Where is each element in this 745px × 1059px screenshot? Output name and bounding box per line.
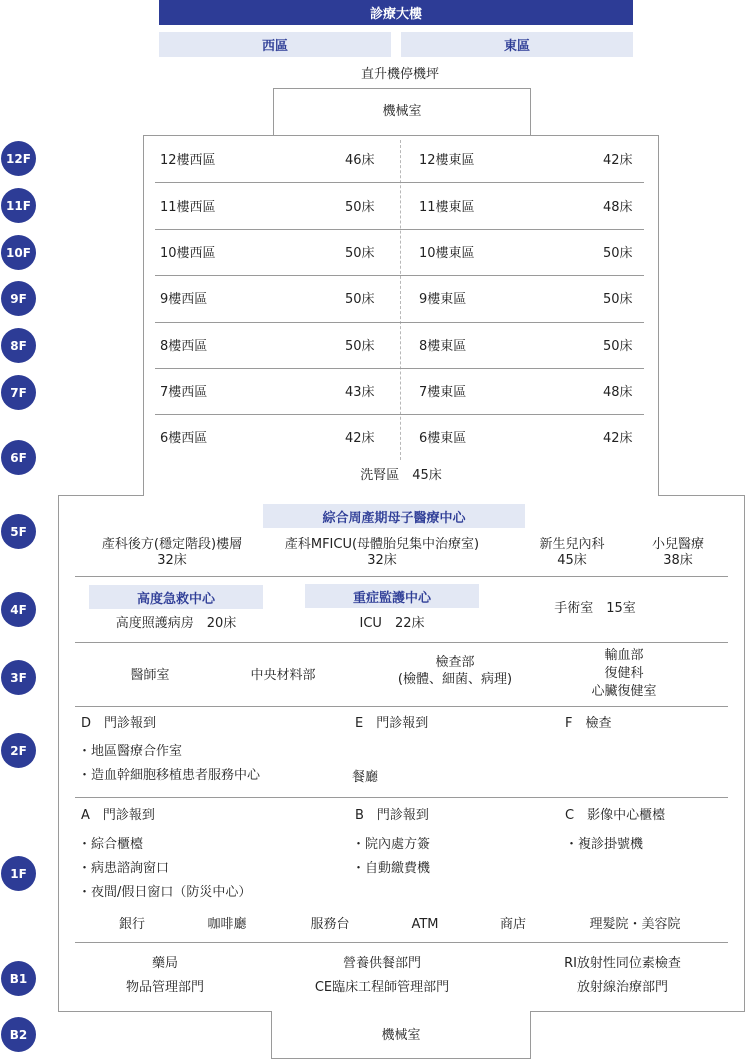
floor-divider-5f (75, 576, 728, 577)
f5-obstetric-ward: 產科後方(穩定階段)樓層 (101, 537, 243, 552)
floor-badge-11f: 11F (1, 188, 36, 223)
f1-patient-consult: ・病患諮詢窗口 (78, 861, 170, 876)
tower-divider (400, 140, 401, 460)
ward-10-west-beds: 50床 (345, 246, 375, 261)
f5-pediatrics-beds: 38床 (663, 553, 693, 568)
floor-badge-7f: 7F (1, 375, 36, 410)
f1-checkin-b: B 門診報到 (355, 808, 429, 823)
floor-badge-4f: 4F (1, 592, 36, 627)
f3-lab: 檢查部 (435, 655, 475, 670)
row-divider (155, 229, 644, 230)
floor-badge-1f: 1F (1, 856, 36, 891)
f2-checkin-e: E 門診報到 (355, 716, 429, 731)
floor-badge-b1: B1 (1, 961, 36, 996)
b1-pharmacy: 藥局 (151, 956, 178, 971)
f3-central-supply: 中央材料部 (250, 668, 316, 683)
machine-room-top-label: 機械室 (382, 104, 422, 119)
f1-prescription: ・院內處方簽 (352, 837, 431, 852)
f3-rehabilitation: 復健科 (604, 666, 644, 681)
floor-divider-3f (75, 706, 728, 707)
f1-general-counter: ・綜合櫃檯 (78, 837, 144, 852)
emergency-center-header: 高度急救中心 (89, 585, 263, 609)
row-divider (155, 182, 644, 183)
f1-cafe: 咖啡廳 (207, 917, 247, 932)
f5-pediatrics: 小兒醫療 (651, 537, 704, 552)
upper-tower (143, 135, 659, 497)
f5-neonatal-beds: 45床 (557, 553, 587, 568)
f1-night-holiday: ・夜間/假日窗口（防災中心） (78, 885, 252, 900)
ward-9-east: 9樓東區 (419, 292, 467, 307)
f1-bank: 銀行 (118, 917, 145, 932)
floor-divider-4f (75, 642, 728, 643)
icu-center-header: 重症監護中心 (305, 584, 479, 608)
machine-room-bottom-label: 機械室 (381, 1028, 421, 1043)
ward-9-east-beds: 50床 (603, 292, 633, 307)
f1-auto-payment: ・自動繳費機 (352, 861, 431, 876)
perinatal-center-header: 綜合周產期母子醫療中心 (263, 504, 525, 528)
floor-divider-1f (75, 942, 728, 943)
f1-atm: ATM (411, 917, 439, 932)
ward-8-east: 8樓東區 (419, 339, 467, 354)
f1-imaging-counter-c: C 影像中心櫃檯 (565, 808, 666, 823)
ward-9-west: 9樓西區 (160, 292, 208, 307)
floor-badge-12f: 12F (1, 141, 36, 176)
f3-lab-detail: (檢體、細菌、病理) (397, 672, 513, 687)
f2-restaurant: 餐廳 (352, 770, 379, 785)
dialysis-area: 洗腎區 45床 (360, 468, 442, 483)
tower-join (144, 494, 658, 497)
f3-doctors-room: 醫師室 (130, 668, 170, 683)
ward-6-west-beds: 42床 (345, 431, 375, 446)
f2-regional-cooperation: ・地區醫療合作室 (78, 744, 183, 759)
f2-checkin-d: D 門診報到 (81, 716, 157, 731)
building-title: 診療大樓 (159, 0, 633, 25)
ward-8-east-beds: 50床 (603, 339, 633, 354)
f1-barber-beauty: 理髮院・美容院 (589, 917, 681, 932)
ward-6-east-beds: 42床 (603, 431, 633, 446)
ward-6-west: 6樓西區 (160, 431, 208, 446)
ward-12-west-beds: 46床 (345, 153, 375, 168)
b1-ri-exam: RI放射性同位素檢查 (564, 956, 681, 971)
floor-badge-9f: 9F (1, 281, 36, 316)
row-divider (155, 322, 644, 323)
ward-11-west-beds: 50床 (345, 200, 375, 215)
f1-service-desk: 服務台 (310, 917, 350, 932)
ward-7-east-beds: 48床 (603, 385, 633, 400)
ward-7-west-beds: 43床 (345, 385, 375, 400)
floor-badge-6f: 6F (1, 440, 36, 475)
ward-7-east: 7樓東區 (419, 385, 467, 400)
ward-10-east: 10樓東區 (419, 246, 475, 261)
ward-8-west-beds: 50床 (345, 339, 375, 354)
floor-badge-3f: 3F (1, 660, 36, 695)
f4-high-care-ward: 高度照護病房 20床 (115, 616, 237, 631)
ward-10-east-beds: 50床 (603, 246, 633, 261)
ward-11-west: 11樓西區 (160, 200, 216, 215)
f5-mficu: 產科MFICU(母體胎兒集中治療室) (284, 537, 480, 552)
floor-badge-b2: B2 (1, 1017, 36, 1052)
b1-materials: 物品管理部門 (125, 980, 204, 995)
heliport-label: 直升機停機坪 (360, 67, 439, 82)
ward-7-west: 7樓西區 (160, 385, 208, 400)
f4-icu: ICU 22床 (359, 616, 425, 631)
ward-8-west: 8樓西區 (160, 339, 208, 354)
floor-divider-2f (75, 797, 728, 798)
b1-clinical-engineering: CE臨床工程師管理部門 (314, 980, 450, 995)
ward-9-west-beds: 50床 (345, 292, 375, 307)
b1-nutrition: 營養供餐部門 (342, 956, 421, 971)
f5-obstetric-ward-beds: 32床 (157, 553, 187, 568)
row-divider (155, 368, 644, 369)
f1-reregistration: ・複診掛號機 (565, 837, 644, 852)
f4-operating-rooms: 手術室 15室 (554, 601, 636, 616)
row-divider (155, 414, 644, 415)
ward-12-east-beds: 42床 (603, 153, 633, 168)
f5-neonatal: 新生兒內科 (539, 537, 605, 552)
floor-badge-10f: 10F (1, 235, 36, 270)
f2-exam-f: F 檢查 (565, 716, 612, 731)
ward-6-east: 6樓東區 (419, 431, 467, 446)
f3-cardiac-rehab: 心臟復健室 (591, 684, 657, 699)
f1-checkin-a: A 門診報到 (81, 808, 155, 823)
row-divider (155, 275, 644, 276)
floor-badge-5f: 5F (1, 514, 36, 549)
floor-badge-2f: 2F (1, 733, 36, 768)
ward-10-west: 10樓西區 (160, 246, 216, 261)
f2-stem-cell-service: ・造血幹細胞移植患者服務中心 (78, 768, 261, 783)
ward-11-east-beds: 48床 (603, 200, 633, 215)
f5-mficu-beds: 32床 (367, 553, 397, 568)
ward-12-east: 12樓東區 (419, 153, 475, 168)
floor-badge-8f: 8F (1, 328, 36, 363)
west-wing-header: 西區 (159, 32, 391, 57)
f3-blood-transfusion: 輸血部 (604, 648, 644, 663)
b1-radiotherapy: 放射線治療部門 (576, 980, 668, 995)
east-wing-header: 東區 (401, 32, 633, 57)
ward-11-east: 11樓東區 (419, 200, 475, 215)
ward-12-west: 12樓西區 (160, 153, 216, 168)
f1-shop: 商店 (499, 917, 526, 932)
